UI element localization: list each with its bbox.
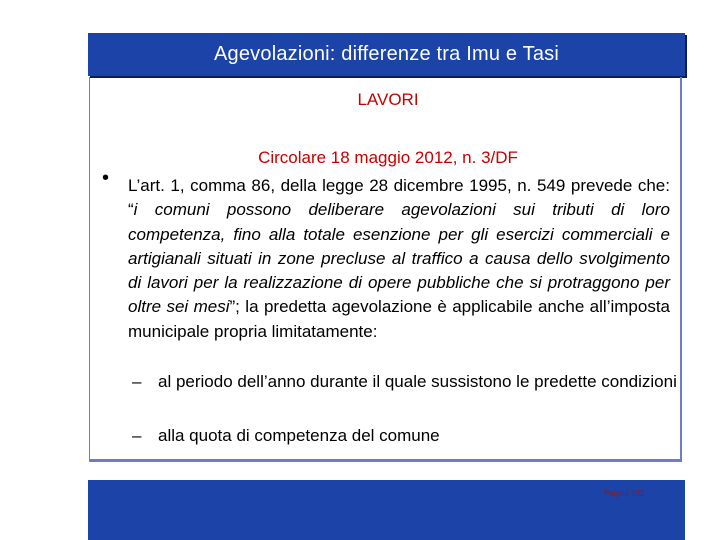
slide-title: Agevolazioni: differenze tra Imu e Tasi <box>213 43 560 65</box>
bullet-text-lead: L’art. 1, comma 86, della legge 28 dicembre 1995, n. 549 prevede che: “ <box>128 176 670 220</box>
sub-item-text: alla quota di competenza del comune <box>158 426 440 445</box>
dash-marker: – <box>132 372 142 391</box>
bullet-text-quote: i comuni possono deliberare agevolazioni sui tributi di loro competenza, fino alla totale esenzione per gli esercizi commerciali e artigianali situati in zone precluse al traffico a causa dello svolgimento di lavori per la realizzazione di opere pubbliche che si protraggono per oltre sei mesi <box>128 200 670 317</box>
bullet-paragraph <box>128 174 670 344</box>
title-bar <box>88 33 685 76</box>
sub-item-quota <box>132 424 678 448</box>
section-heading: LAVORI <box>357 90 419 109</box>
bullet-text-tail: ”; la predetta agevolazione è applicabile anche all’imposta municipale propria limitatamente: <box>128 297 670 341</box>
sub-item-text: al periodo dell’anno durante il quale sussistono le predette condizioni <box>158 372 677 391</box>
footer-bar <box>88 480 685 540</box>
bullet-dot: • <box>102 167 110 189</box>
dash-marker: – <box>132 426 142 445</box>
sub-item-periodo <box>132 370 678 394</box>
circolare-heading: Circolare 18 maggio 2012, n. 3/DF <box>258 148 518 167</box>
page-number: Pagina 192 <box>604 489 645 498</box>
